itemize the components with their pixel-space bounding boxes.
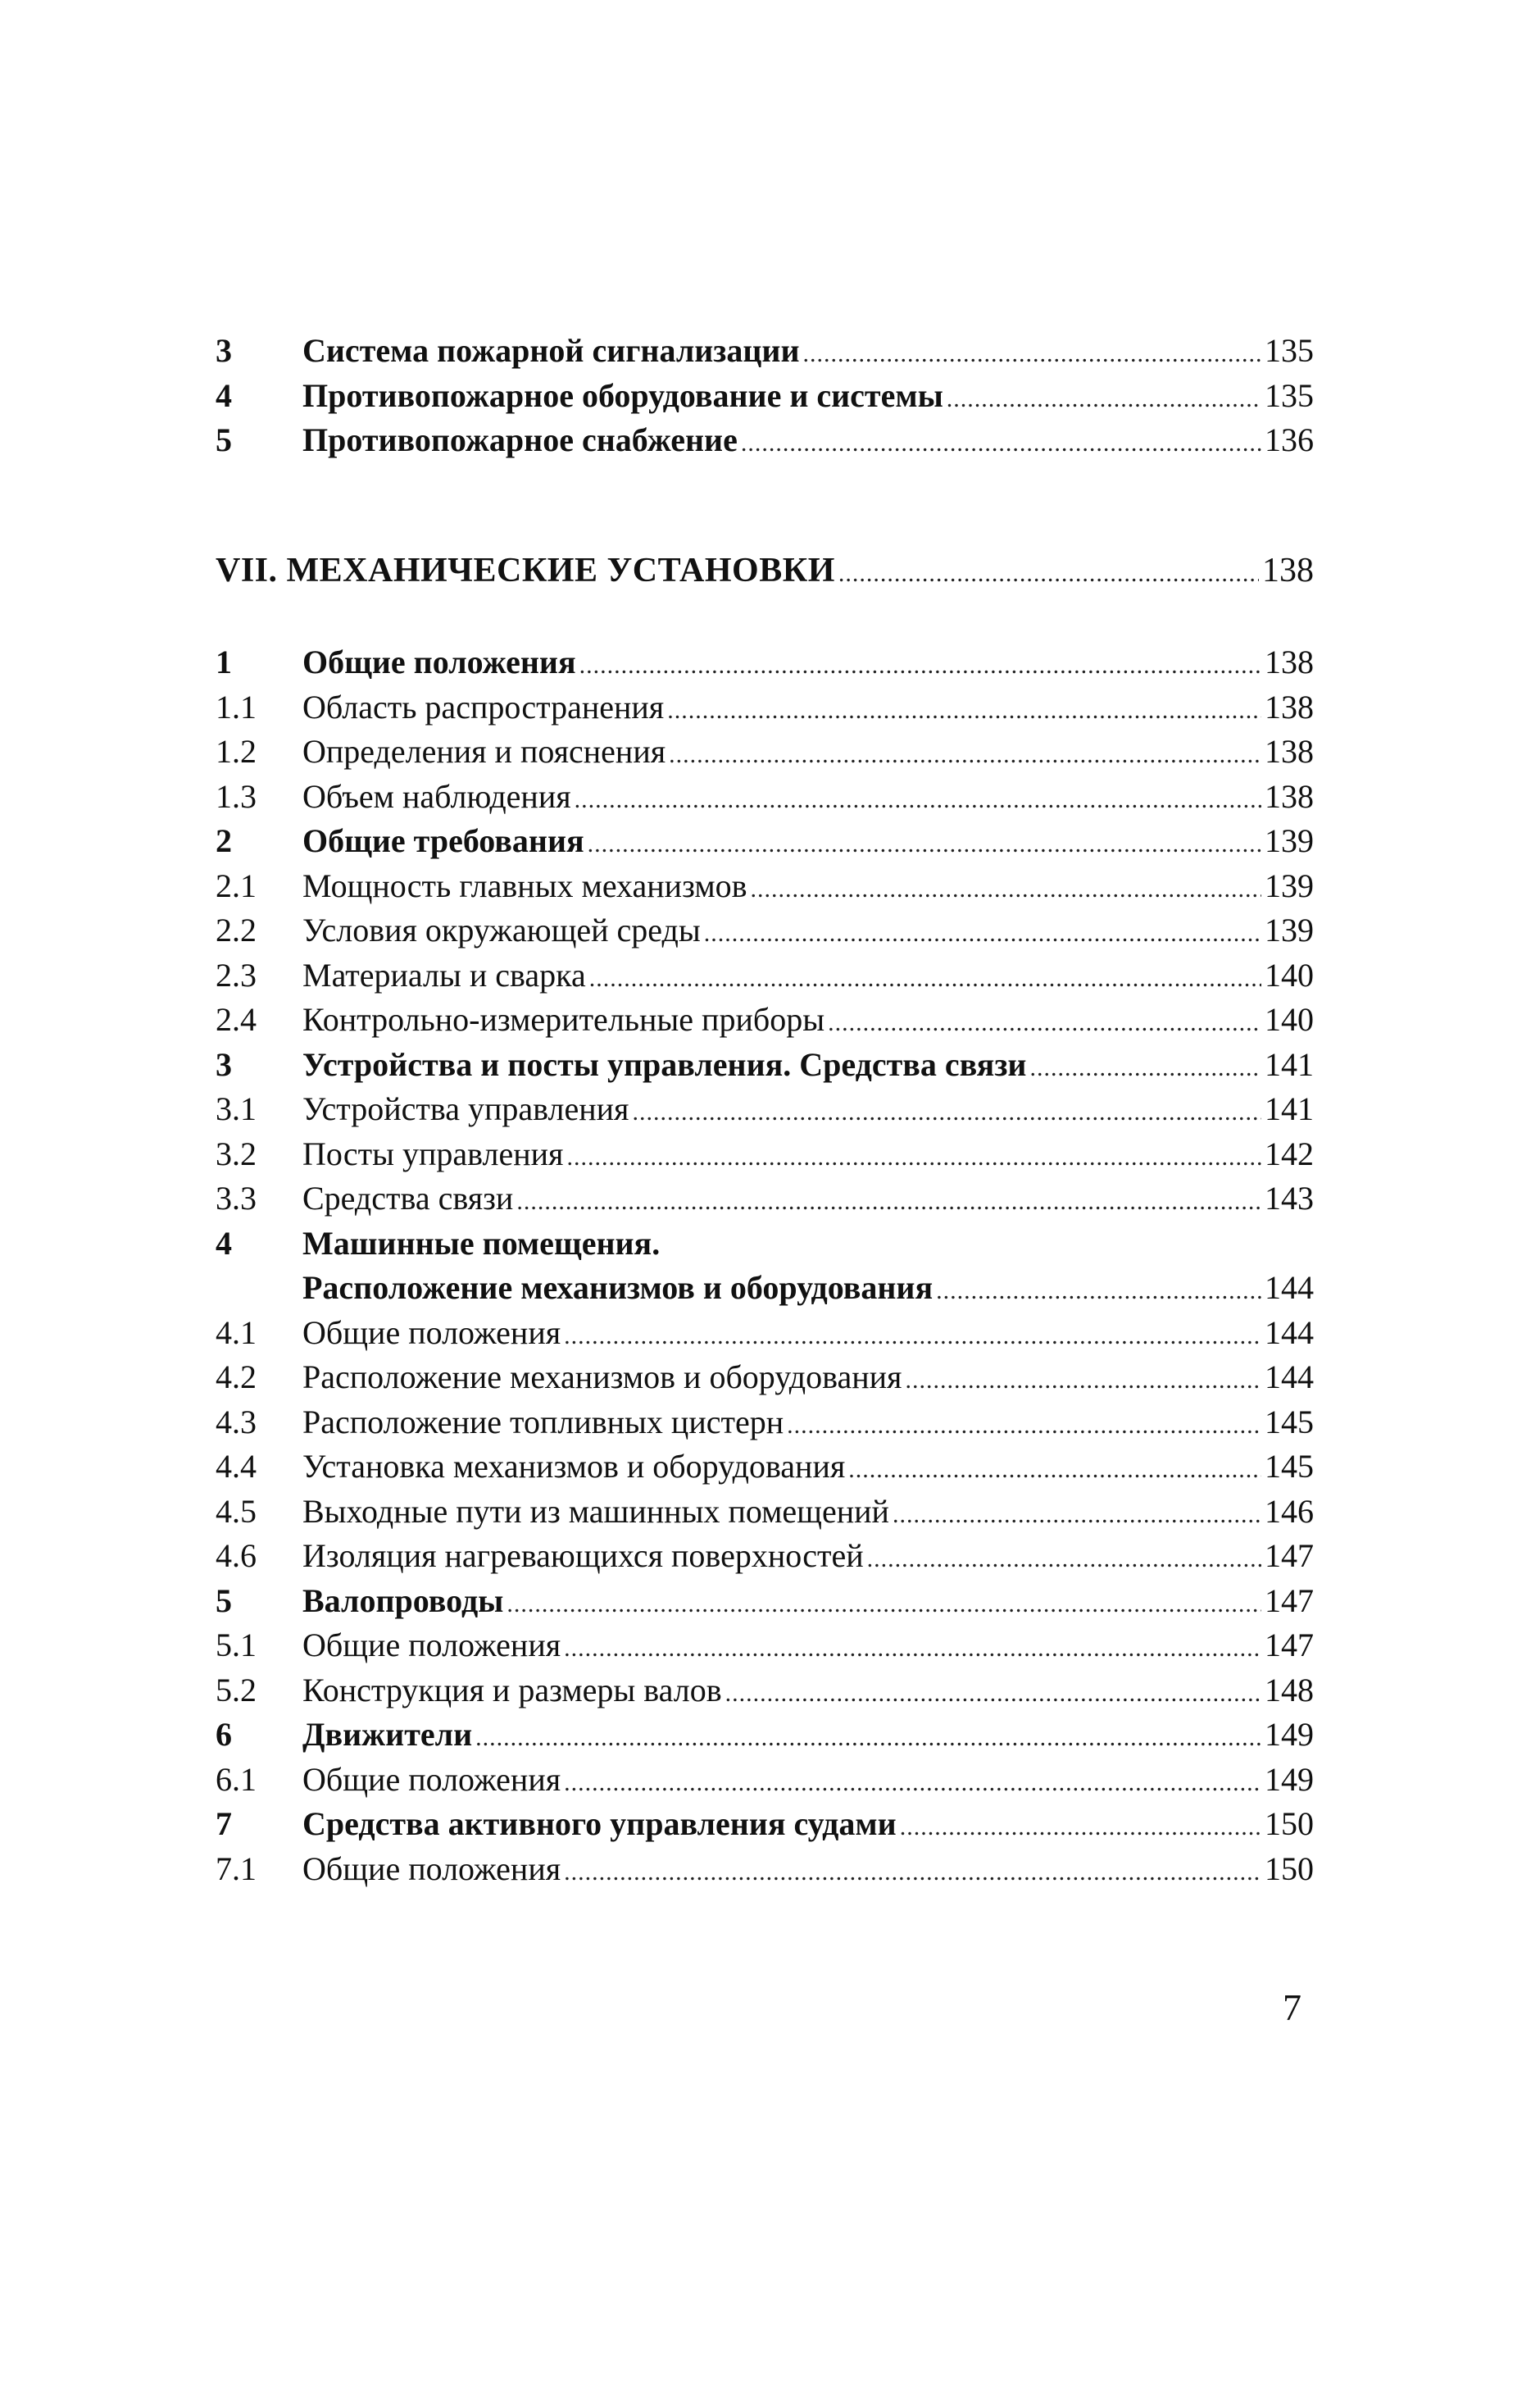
toc-entry-number: 3.2 [216, 1135, 257, 1172]
toc-entry-page: 136 [1265, 421, 1314, 458]
toc-entry-page: 150 [1265, 1805, 1314, 1842]
toc-entry-page: 144 [1265, 1269, 1314, 1306]
toc-entry[interactable] [216, 640, 1314, 685]
toc-entry-number: 2.1 [216, 867, 257, 904]
toc-entry-page: 135 [1265, 332, 1314, 369]
toc-leader-dots [667, 689, 1261, 734]
toc-entry-number: 4.1 [216, 1313, 257, 1351]
toc-entry-title: Расположение топливных цистерн [302, 1403, 784, 1440]
toc-entry-title: Условия окружающей среды [302, 912, 701, 949]
toc-entry-number: 4 [216, 1224, 232, 1262]
toc-entry[interactable] [216, 1847, 1314, 1892]
toc-entry-title: Материалы и сварка [302, 956, 586, 994]
toc-entry-number: 7.1 [216, 1849, 257, 1887]
toc-leader-dots [669, 733, 1261, 778]
toc-entry[interactable] [216, 1802, 1314, 1847]
toc-entry-page: 139 [1265, 822, 1314, 859]
toc-entry-page: 138 [1265, 688, 1314, 726]
toc-entry-title: Общие требования [302, 822, 584, 859]
toc-leader-dots [751, 867, 1261, 912]
toc-entry-number: 4.2 [216, 1358, 257, 1395]
toc-entry-page: 145 [1265, 1448, 1314, 1485]
toc-leader-dots [575, 778, 1261, 823]
toc-entry-number: 2 [216, 822, 232, 859]
toc-entry-number: 7 [216, 1805, 232, 1842]
toc-entry-title: Система пожарной сигнализации [302, 332, 800, 369]
toc-entry-page: 147 [1265, 1537, 1314, 1574]
toc-entry-heading-line1[interactable] [216, 1222, 1314, 1267]
chapter-title: VII. МЕХАНИЧЕСКИЕ УСТАНОВКИ [216, 552, 835, 589]
toc-entry[interactable] [216, 1311, 1314, 1356]
toc-leader-dots [867, 1537, 1261, 1582]
toc-entry-number: 1.2 [216, 733, 257, 770]
toc-leader-dots [893, 1493, 1261, 1538]
toc-entry[interactable] [216, 1668, 1314, 1713]
toc-entry-page: 138 [1265, 644, 1314, 680]
toc-leader-dots [947, 377, 1261, 422]
toc-leader-dots [564, 1761, 1261, 1806]
toc-entry-page: 150 [1265, 1849, 1314, 1887]
toc-entry-title: Контрольно-измерительные приборы [302, 1001, 825, 1038]
toc-leader-dots [936, 1269, 1261, 1314]
toc-entry-number: 5 [216, 1581, 232, 1619]
toc-leader-dots [741, 421, 1261, 466]
toc-leader-dots [838, 550, 1259, 598]
toc-entry-page: 139 [1265, 912, 1314, 949]
toc-entry-number: 5.2 [216, 1671, 257, 1708]
toc-leader-dots [516, 1180, 1261, 1225]
toc-entry[interactable] [216, 998, 1314, 1043]
toc-entry[interactable] [216, 329, 1314, 374]
toc-entry-title: Устройства управления [302, 1090, 629, 1127]
toc-entry-title: Объем наблюдения [302, 777, 571, 815]
toc-entry-title: Общие положения [302, 1760, 561, 1798]
toc-entry-page: 139 [1265, 867, 1314, 904]
toc-leader-dots [900, 1805, 1261, 1850]
toc-leader-dots [589, 957, 1261, 1002]
toc-entry[interactable] [216, 1445, 1314, 1490]
toc-entry-number: 4 [216, 376, 232, 414]
toc-entry-title: Область распространения [302, 688, 665, 726]
toc-entry[interactable] [216, 908, 1314, 953]
toc-entry-title: Установка механизмов и оборудования [302, 1448, 846, 1485]
toc-entry-title: Мощность главных механизмов [302, 867, 747, 904]
toc-entry-number: 2.4 [216, 1001, 257, 1038]
toc-entry-title: Средства активного управления судами [302, 1805, 897, 1842]
toc-entry[interactable] [216, 1087, 1314, 1132]
toc-entry-page: 144 [1265, 1313, 1314, 1351]
toc-entry-title: Противопожарное снабжение [302, 421, 738, 458]
toc-entry[interactable] [216, 1579, 1314, 1624]
toc-entry[interactable] [216, 730, 1314, 775]
toc-block-mechanical [216, 640, 1314, 1891]
toc-entry-title: Валопроводы [302, 1581, 504, 1619]
toc-entry-title: Посты управления [302, 1135, 564, 1172]
toc-leader-dots [725, 1672, 1261, 1717]
toc-entry[interactable] [216, 775, 1314, 820]
toc-entry-number: 1.1 [216, 688, 257, 726]
toc-entry[interactable] [216, 1490, 1314, 1535]
toc-entry-page: 135 [1265, 376, 1314, 414]
toc-leader-dots [704, 912, 1261, 957]
toc-leader-dots [803, 332, 1261, 377]
toc-entry[interactable] [216, 685, 1314, 730]
toc-entry-title: Расположение механизмов и оборудования [302, 1358, 902, 1395]
toc-leader-dots [905, 1358, 1261, 1404]
chapter-page: 138 [1262, 552, 1314, 589]
toc-entry-page: 147 [1265, 1626, 1314, 1663]
toc-entry-title: Конструкция и размеры валов [302, 1671, 722, 1708]
toc-entry-page: 149 [1265, 1760, 1314, 1798]
toc-entry-page: 141 [1265, 1090, 1314, 1127]
toc-leader-dots [828, 1001, 1261, 1046]
toc-entry-number: 4.4 [216, 1448, 257, 1485]
toc-entry-page: 145 [1265, 1403, 1314, 1440]
toc-entry[interactable] [216, 1355, 1314, 1400]
toc-entry-page: 149 [1265, 1716, 1314, 1753]
toc-leader-dots [475, 1716, 1261, 1761]
toc-entry-number: 4.3 [216, 1403, 257, 1440]
toc-entry[interactable] [216, 418, 1314, 463]
toc-entry-title: Общие положения [302, 1626, 561, 1663]
toc-leader-dots [564, 1626, 1261, 1672]
toc-entry[interactable] [216, 1400, 1314, 1445]
toc-entry-heading-line2[interactable] [216, 1266, 1314, 1311]
toc-entry[interactable] [216, 953, 1314, 999]
toc-entry[interactable] [216, 374, 1314, 419]
toc-entry-title: Выходные пути из машинных помещений [302, 1492, 889, 1530]
toc-entry[interactable] [216, 1713, 1314, 1758]
toc-entry-title: Машинные помещения. [302, 1224, 661, 1262]
toc-entry[interactable] [216, 1132, 1314, 1177]
toc-entry-title: Устройства и посты управления. Средства связи [302, 1045, 1027, 1083]
toc-leader-dots [848, 1448, 1261, 1493]
toc-entry-title: Движители [302, 1716, 473, 1753]
toc-entry-page: 138 [1265, 777, 1314, 815]
toc-entry[interactable] [216, 819, 1314, 864]
toc-entry-title: Средства связи [302, 1180, 514, 1217]
toc-entry-title: Общие положения [302, 1849, 561, 1887]
toc-entry-page: 138 [1265, 733, 1314, 770]
toc-entry[interactable] [216, 1043, 1314, 1088]
toc-entry-title: Общие положения [302, 1313, 561, 1351]
toc-entry[interactable] [216, 1534, 1314, 1579]
toc-leader-dots [632, 1090, 1261, 1135]
toc-entry-page: 146 [1265, 1492, 1314, 1530]
toc-entry-number: 1.3 [216, 777, 257, 815]
toc-leader-dots [507, 1582, 1261, 1627]
toc-entry-page: 140 [1265, 1001, 1314, 1038]
toc-entry[interactable] [216, 864, 1314, 909]
page-number: 7 [1283, 1986, 1302, 2028]
toc-entry-page: 148 [1265, 1671, 1314, 1708]
toc-entry[interactable] [216, 1623, 1314, 1668]
toc-entry-title: Изоляция нагревающихся поверхностей [302, 1537, 864, 1574]
toc-entry-number: 3.1 [216, 1090, 257, 1127]
toc-entry-page: 144 [1265, 1358, 1314, 1395]
toc-entry-number: 3 [216, 1045, 232, 1083]
toc-entry-number: 6 [216, 1716, 232, 1753]
toc-leader-dots [579, 644, 1261, 689]
toc-chapter-block [216, 547, 1314, 594]
toc-entry-title: Общие положения [302, 644, 576, 680]
toc-chapter-entry[interactable] [216, 547, 1314, 594]
toc-entry-number: 2.3 [216, 956, 257, 994]
toc-entry[interactable] [216, 1758, 1314, 1803]
toc-entry-page: 142 [1265, 1135, 1314, 1172]
toc-entry-page: 143 [1265, 1180, 1314, 1217]
toc-leader-dots [588, 822, 1261, 867]
toc-entry-title: Противопожарное оборудование и системы [302, 376, 943, 414]
toc-entry-number: 4.5 [216, 1492, 257, 1530]
toc-entry-number: 3.3 [216, 1180, 257, 1217]
toc-leader-dots [787, 1404, 1261, 1449]
toc-entry-number: 2.2 [216, 912, 257, 949]
toc-entry-title: Расположение механизмов и оборудования [302, 1269, 934, 1306]
toc-entry-page: 141 [1265, 1045, 1314, 1083]
toc-leader-dots [1029, 1046, 1261, 1091]
toc-entry-number: 3 [216, 332, 232, 369]
toc-leader-dots [566, 1135, 1261, 1181]
toc-entry-number: 5 [216, 421, 232, 458]
toc-entry-number: 5.1 [216, 1626, 257, 1663]
toc-block-fire-safety [216, 329, 1314, 463]
toc-entry-page: 147 [1265, 1581, 1314, 1619]
toc-leader-dots [564, 1314, 1261, 1359]
toc-leader-dots [564, 1850, 1261, 1895]
toc-entry[interactable] [216, 1176, 1314, 1222]
toc-entry-page: 140 [1265, 956, 1314, 994]
toc-entry-number: 1 [216, 644, 232, 680]
toc-entry-title: Определения и пояснения [302, 733, 666, 770]
toc-entry-number: 4.6 [216, 1537, 257, 1574]
toc-entry-number: 6.1 [216, 1760, 257, 1798]
